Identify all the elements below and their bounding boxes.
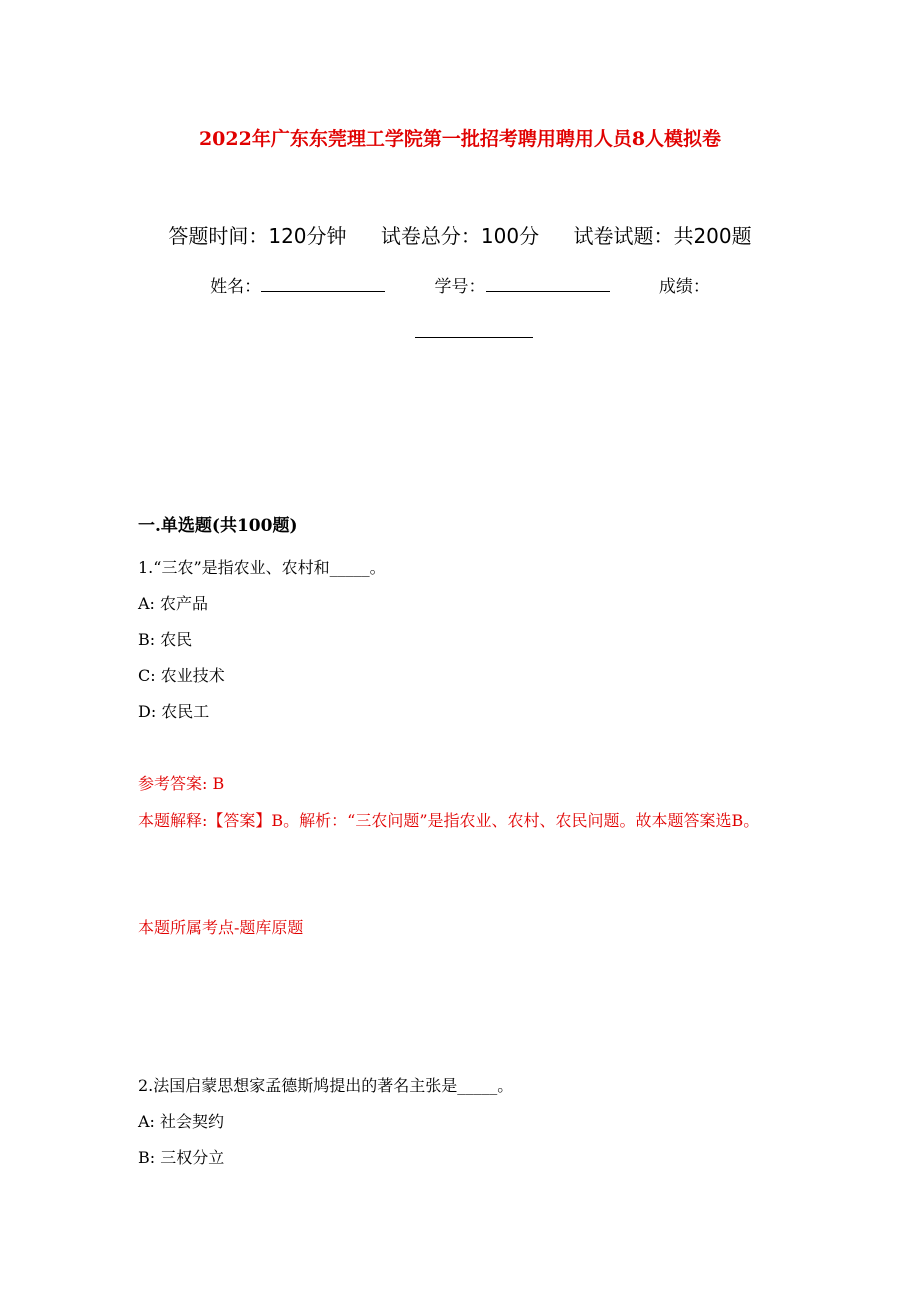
question-option: C: 农业技术 bbox=[138, 666, 225, 685]
exam-meta bbox=[0, 220, 920, 249]
reference-answer: 参考答案: B bbox=[138, 774, 225, 793]
section-title: 一.单选题(共100题) bbox=[138, 516, 298, 536]
question-stem: 1.“三农”是指农业、农村和_____。 bbox=[138, 558, 386, 577]
student-id-field bbox=[435, 272, 610, 297]
question-option: B: 农民 bbox=[138, 630, 193, 649]
answer-explanation: 本题解释:【答案】B。解析：“三农问题”是指农业、农村、农民问题。故本题答案选B。 bbox=[138, 811, 760, 830]
question-option: A: 农产品 bbox=[138, 594, 209, 613]
question-stem: 2.法国启蒙思想家孟德斯鸠提出的著名主张是_____。 bbox=[138, 1076, 514, 1095]
exam-question-count: 试卷试题：共200题 bbox=[573, 224, 752, 248]
name-label: 姓名： bbox=[210, 277, 262, 297]
question-option: D: 农民工 bbox=[138, 702, 210, 721]
score-label: 成绩： bbox=[658, 277, 710, 297]
name-blank bbox=[261, 277, 385, 292]
student-id-blank bbox=[486, 277, 610, 292]
exam-total-score: 试卷总分：100分 bbox=[380, 224, 540, 248]
name-field bbox=[210, 272, 385, 297]
exam-time: 答题时间：120分钟 bbox=[168, 224, 347, 248]
score-field bbox=[659, 272, 710, 297]
student-info bbox=[0, 272, 920, 297]
score-blank bbox=[415, 337, 533, 338]
question-option: A: 社会契约 bbox=[138, 1112, 225, 1131]
question-source: 本题所属考点-题库原题 bbox=[138, 918, 304, 937]
question-option: B: 三权分立 bbox=[138, 1148, 225, 1167]
student-id-label: 学号： bbox=[434, 277, 486, 297]
document-title: 2022年广东东莞理工学院第一批招考聘用聘用人员8人模拟卷 bbox=[198, 128, 722, 150]
